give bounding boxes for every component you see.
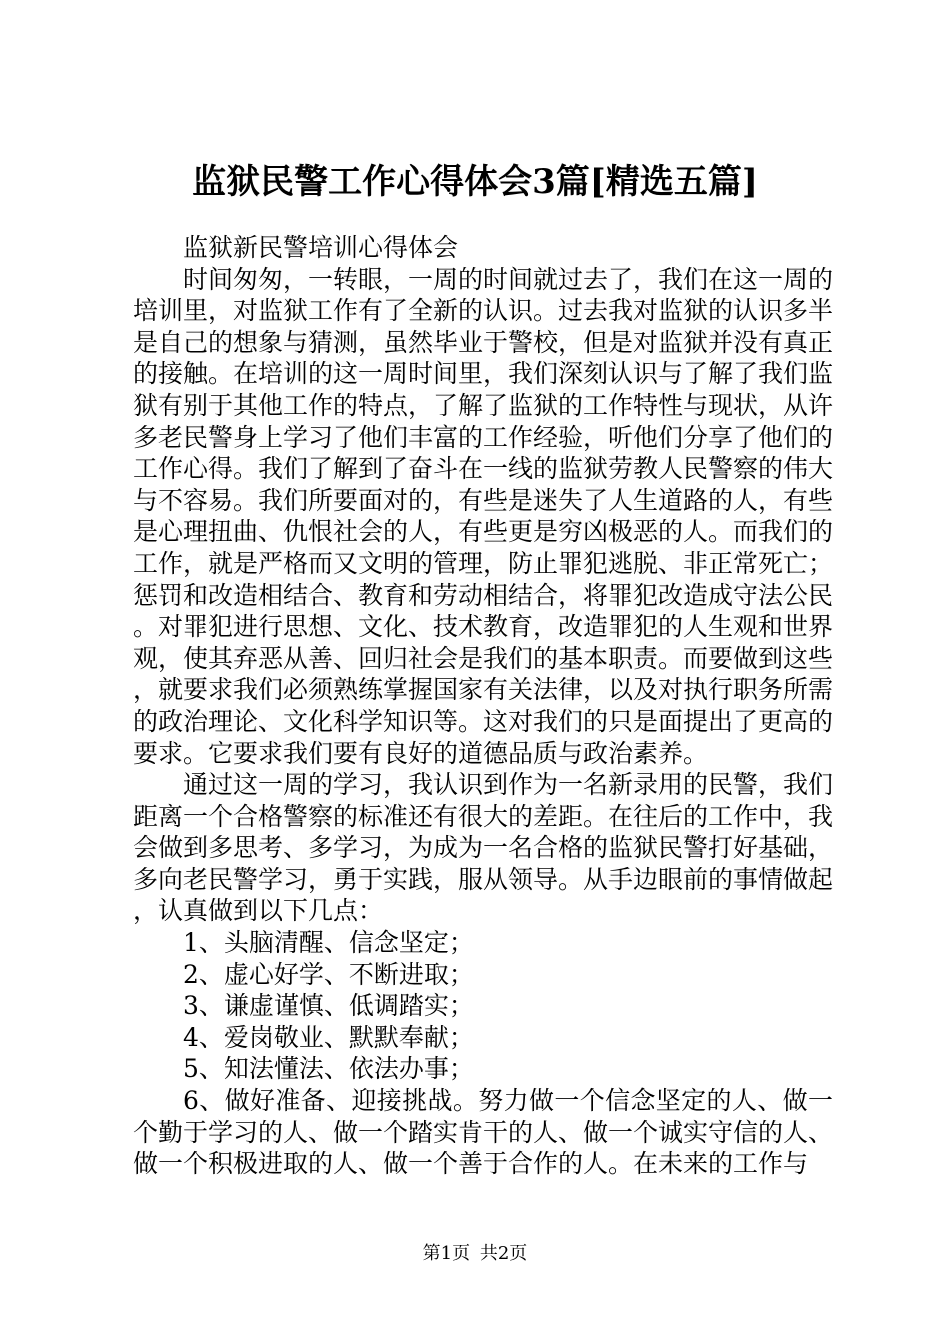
document-body bbox=[133, 232, 833, 1180]
paragraph-2: 通过这一周的学习，我认识到作为一名新录用的民警，我们距离一个合格警察的标准还有很大的差距。在往后的工作中，我会做到多思考、多学习，为成为一名合格的监狱民警打好基础，多向老民警学习，勇于实践，服从领导。从手边眼前的事情做起，认真做到以下几点： bbox=[133, 770, 834, 926]
list-item-2: 2、虚心好学、不断进取； bbox=[183, 959, 474, 989]
list-item-3: 3、谦虚谨慎、低调踏实； bbox=[183, 991, 474, 1021]
paragraph-1: 时间匆匆，一转眼，一周的时间就过去了，我们在这一周的培训里，对监狱工作有了全新的认识。过去我对监狱的认识多半是自己的想象与猜测，虽然毕业于警校，但是对监狱并没有真正的接触。在培训的这一周时间里，我们深刻认识与了解了我们监狱有别于其他工作的特点，了解了监狱的工作特性与现状，从许多老民警身上学习了他们丰富的工作经验，听他们分享了他们的工作心得。我们了解到了奋斗在一线的监狱劳教人民警察的伟大与不容易。我们所要面对的，有些是迷失了人生道路的人，有些是心理扭曲、仇恨社会的人，有些更是穷凶极恶的人。而我们的工作，就是严格而又文明的管理，防止罪犯逃脱、非正常死亡；惩罚和改造相结合、教育和劳动相结合，将罪犯改造成守法公民。对罪犯进行思想、文化、技术教育，改造罪犯的人生观和世界观，使其弃恶从善、回归社会是我们的基本职责。而要做到这些，就要求我们必须熟练掌握国家有关法律，以及对执行职务所需的政治理论、文化科学知识等。这对我们的只是面提出了更高的要求。它要求我们要有良好的道德品质与政治素养。 bbox=[133, 264, 834, 768]
section-heading: 监狱新民警培训心得体会 bbox=[183, 233, 459, 262]
page-total: 共2页 bbox=[479, 1243, 528, 1264]
page-footer bbox=[0, 1240, 950, 1268]
list-item-5: 5、知法懂法、依法办事； bbox=[183, 1054, 474, 1084]
list-item-4: 4、爱岗敬业、默默奉献； bbox=[183, 1022, 474, 1052]
document-title: 监狱民警工作心得体会3篇[精选五篇] bbox=[192, 162, 758, 202]
list-item-1: 1、头脑清醒、信念坚定； bbox=[183, 928, 474, 958]
list-item-6: 6、做好准备、迎接挑战。努力做一个信念坚定的人、做一个勤于学习的人、做一个踏实肯干的人、做一个诚实守信的人、做一个积极进取的人、做一个善于合作的人。在未来的工作与 bbox=[133, 1086, 834, 1179]
page-number: 第1页 bbox=[422, 1243, 471, 1264]
